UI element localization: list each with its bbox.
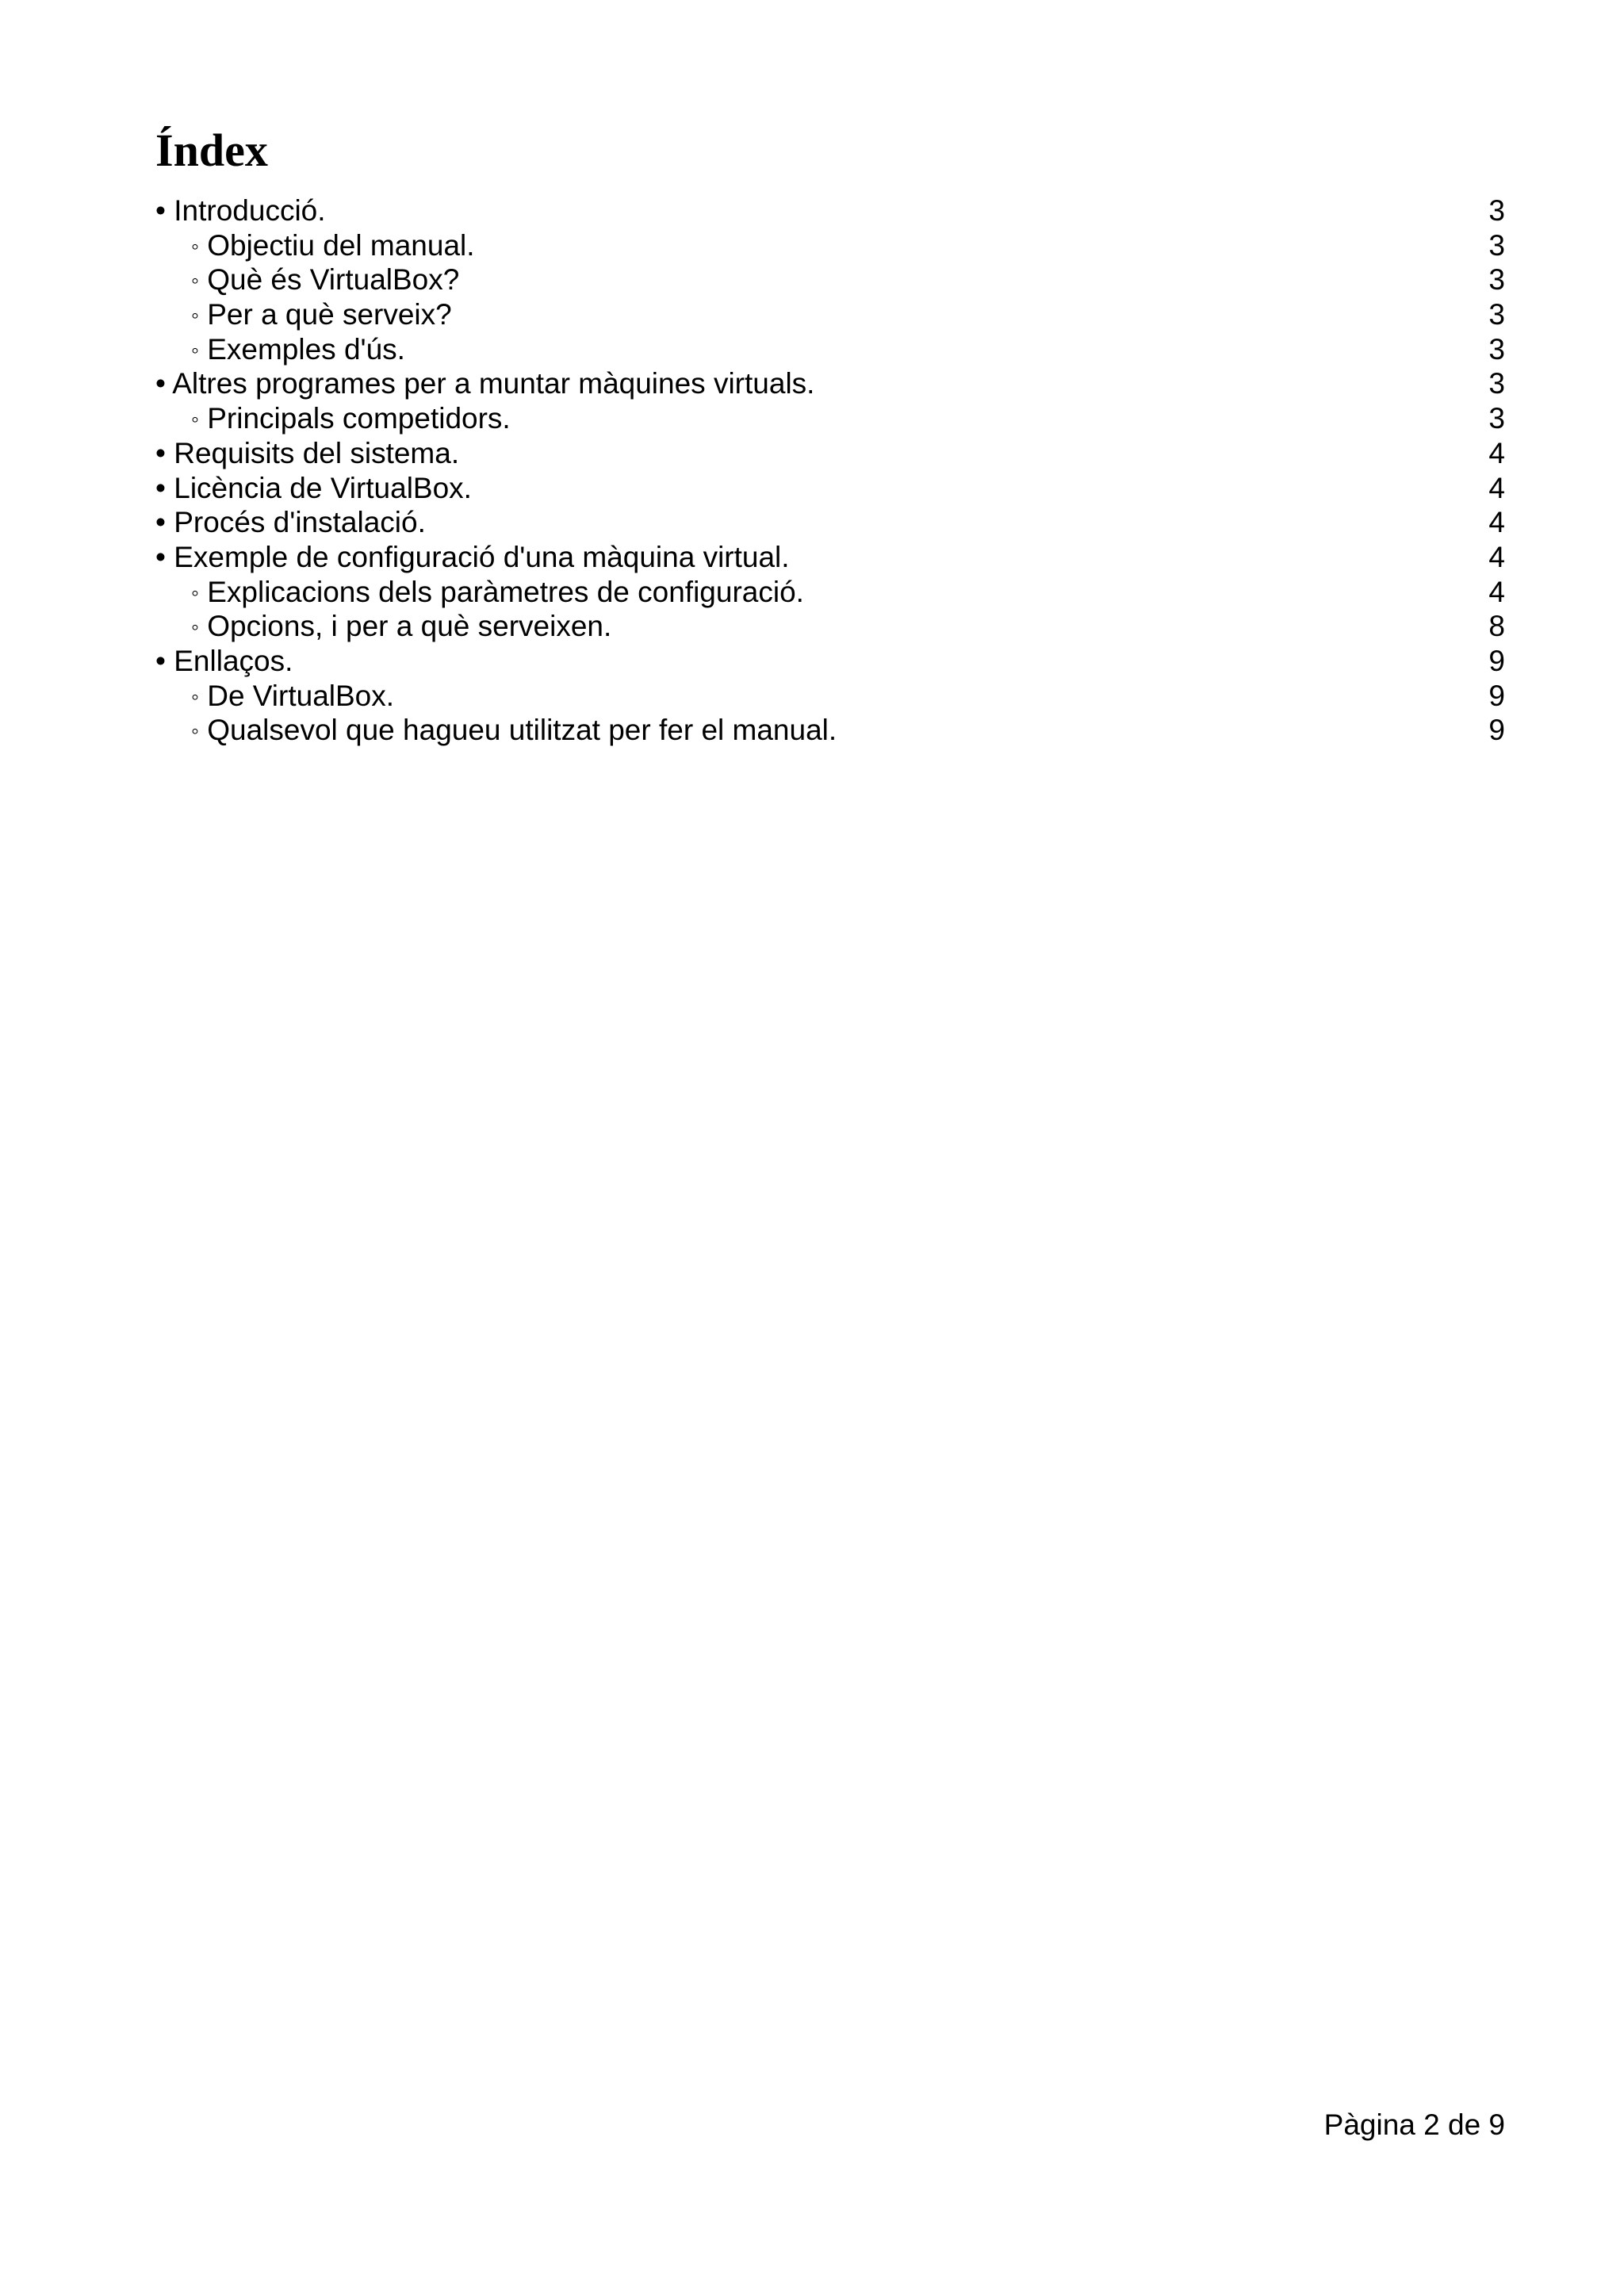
toc-page-number: 3 bbox=[1488, 228, 1505, 262]
toc-entry[interactable] bbox=[155, 471, 1505, 506]
toc-entry[interactable] bbox=[155, 505, 1505, 540]
toc-entry-label: Objectiu del manual. bbox=[207, 228, 475, 262]
bullet-icon: • bbox=[155, 471, 166, 504]
toc-subentry[interactable] bbox=[155, 401, 1505, 436]
toc-entry-label: Opcions, i per a què serveixen. bbox=[207, 610, 612, 643]
toc-entry[interactable] bbox=[155, 366, 1505, 401]
toc-page-number: 9 bbox=[1488, 679, 1505, 712]
toc-entry[interactable] bbox=[155, 193, 1505, 228]
toc-page-number: 3 bbox=[1488, 402, 1505, 435]
toc-subentry[interactable] bbox=[155, 575, 1505, 610]
toc-entry-label: Qualsevol que hagueu utilitzat per fer el manual. bbox=[207, 714, 837, 747]
sub-bullet-icon: ◦ bbox=[191, 268, 199, 293]
toc-page-number: 3 bbox=[1488, 194, 1505, 227]
toc-entry[interactable] bbox=[155, 540, 1505, 575]
toc-subentry[interactable] bbox=[155, 262, 1505, 297]
bullet-icon: • bbox=[155, 194, 166, 227]
sub-bullet-icon: ◦ bbox=[191, 337, 199, 362]
toc-entry-label: Exemples d'ús. bbox=[207, 332, 405, 366]
page-number-footer: Pàgina 2 de 9 bbox=[1323, 2108, 1505, 2141]
bullet-icon: • bbox=[155, 506, 166, 539]
toc-entry-label: Per a què serveix? bbox=[207, 298, 452, 331]
toc-page-number: 8 bbox=[1488, 610, 1505, 643]
toc-subentry[interactable] bbox=[155, 297, 1505, 332]
toc-entry-label: Què és VirtualBox? bbox=[207, 263, 460, 297]
toc-page-number: 3 bbox=[1488, 332, 1505, 366]
toc-page-number: 3 bbox=[1488, 298, 1505, 331]
toc-page-number: 4 bbox=[1488, 471, 1505, 504]
toc-entry[interactable] bbox=[155, 436, 1505, 471]
toc-page-number: 9 bbox=[1488, 714, 1505, 747]
toc-subentry[interactable] bbox=[155, 679, 1505, 714]
sub-bullet-icon: ◦ bbox=[191, 407, 199, 432]
toc-page-number: 4 bbox=[1488, 436, 1505, 469]
toc-subentry[interactable] bbox=[155, 228, 1505, 263]
toc-entry-label: De VirtualBox. bbox=[207, 679, 395, 712]
toc-page-number: 4 bbox=[1488, 506, 1505, 539]
toc-entry-label: Explicacions dels paràmetres de configuració. bbox=[207, 575, 804, 608]
bullet-icon: • bbox=[155, 644, 166, 677]
bullet-icon: • bbox=[155, 436, 166, 469]
toc-subentry[interactable] bbox=[155, 609, 1505, 644]
toc-page-number: 3 bbox=[1488, 367, 1505, 400]
toc-page-number: 9 bbox=[1488, 644, 1505, 677]
toc-entry-label: Enllaços. bbox=[174, 644, 293, 677]
toc-page-number: 4 bbox=[1488, 540, 1505, 573]
sub-bullet-icon: ◦ bbox=[191, 233, 199, 259]
page-title: Índex bbox=[155, 124, 268, 176]
sub-bullet-icon: ◦ bbox=[191, 580, 199, 605]
bullet-icon: • bbox=[155, 540, 166, 573]
toc-subentry[interactable] bbox=[155, 332, 1505, 367]
bullet-icon: • bbox=[155, 367, 166, 400]
toc-entry-label: Requisits del sistema. bbox=[174, 436, 460, 469]
toc-entry-label: Licència de VirtualBox. bbox=[174, 471, 472, 504]
toc-subentry[interactable] bbox=[155, 713, 1505, 748]
toc-entry-label: Altres programes per a muntar màquines virtuals. bbox=[172, 367, 815, 400]
toc-entry[interactable] bbox=[155, 644, 1505, 679]
toc-entry-label: Procés d'instalació. bbox=[174, 506, 426, 539]
sub-bullet-icon: ◦ bbox=[191, 718, 199, 744]
sub-bullet-icon: ◦ bbox=[191, 615, 199, 640]
toc-entry-label: Introducció. bbox=[174, 194, 326, 227]
toc-entry-label: Exemple de configuració d'una màquina virtual. bbox=[174, 540, 790, 573]
table-of-contents bbox=[155, 193, 1505, 748]
toc-page-number: 3 bbox=[1488, 263, 1505, 297]
toc-page-number: 4 bbox=[1488, 575, 1505, 608]
toc-entry-label: Principals competidors. bbox=[207, 402, 511, 435]
sub-bullet-icon: ◦ bbox=[191, 303, 199, 328]
sub-bullet-icon: ◦ bbox=[191, 684, 199, 709]
